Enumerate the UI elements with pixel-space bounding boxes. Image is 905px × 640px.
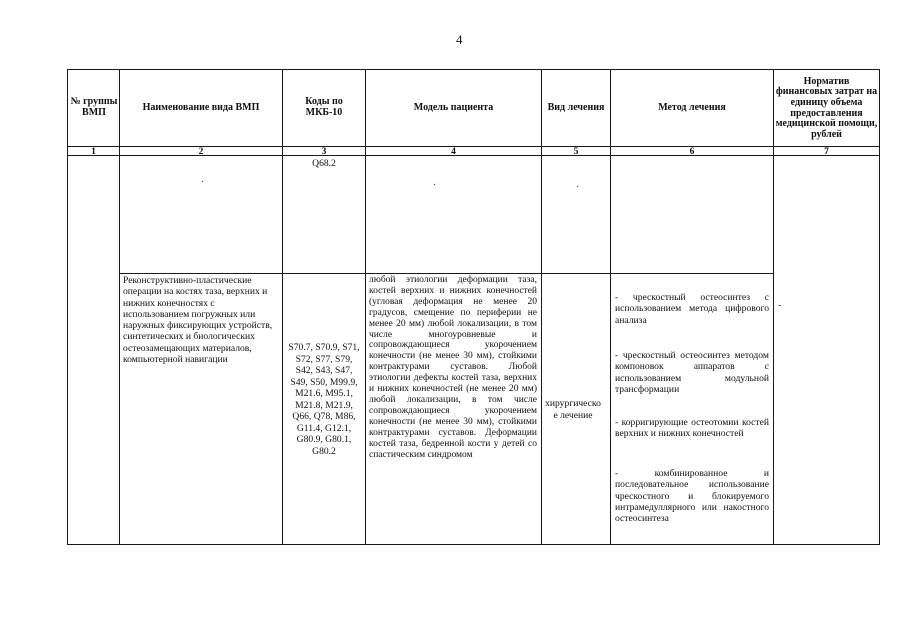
header-vmp-name: Наименование вида ВМП	[142, 101, 260, 113]
column-number-5: 5	[573, 147, 579, 157]
scan-speck: ·	[433, 180, 437, 191]
column-number-3: 3	[321, 147, 327, 157]
column-number-4: 4	[451, 147, 456, 157]
treatment-type-text: хирургическое лечение	[545, 398, 601, 421]
patient-model-text: любой этиологии деформации таза, костей верхних и нижних конечностей (угловая деформация не менее 20 градусов, смещение по периферии не менее 20 мм) любой локализации, в том числе многоуровневые и сопровождающиеся укорочением конечности (не менее 30 мм), стойкими контрактурами суставов. Любой этиологии дефекты костей таза, верхних и нижних конечностей (не менее 20 мм) любой локализации, в том числе сопровождающиеся укорочением конечности (не менее 30 мм), стойкими контрактурами суставов. Деформации костей таза, бедренной кости у детей со спастическим синдромом	[369, 275, 537, 460]
header-treatment-method: Метод лечения	[658, 101, 726, 113]
header-icd-codes: Коды по МКБ-10	[305, 96, 343, 118]
treatment-method-item: - чрескостный остеосинтез с использованием метода цифрового анализа	[615, 292, 769, 326]
header-patient-model: Модель пациента	[413, 101, 494, 113]
column-number-6: 6	[689, 147, 695, 157]
top-row-icd-codes: Q68.2	[312, 158, 336, 169]
vmp-name-text: Реконструктивно-пластические операции на костях таза, верхних и нижних конечностях с использованием погружных или наружных фиксирующих устройств, синтетических и биологических остеозамещающих материалов, компьютерной навигации	[123, 275, 273, 366]
treatment-method-item: - комбинированное и последовательное использование чрескостного и блокируемого интрамедуллярного или накостного остеосинтеза	[615, 468, 769, 525]
treatment-method-item: - чрескостный остеосинтез методом компоновок аппаратов с использованием модульной трансформации	[615, 350, 769, 395]
icd-codes-text: S70.7, S70.9, S71, S72, S77, S79, S42, S43, S47, S49, S50, M99.9, M21.6, M95.1, M21.8, M21.9, Q66, Q78, M86, G11.4, G12.1, G80.9, G80.1, G80.2	[288, 342, 360, 457]
scan-speck: ·	[576, 182, 580, 193]
scan-speck: ·	[201, 177, 205, 188]
column-number-1: 1	[91, 147, 96, 157]
header-group-number: № группы ВМП	[70, 96, 118, 118]
page-number: 4	[456, 32, 463, 47]
column-number-2: 2	[198, 147, 204, 157]
treatment-method-item: - корригирующие остеотомии костей верхних и нижних конечностей	[615, 417, 769, 440]
column-number-7: 7	[824, 147, 829, 157]
header-treatment-type: Вид лечения	[547, 101, 605, 113]
header-cost-standard: Норматив финансовых затрат на единицу объема предоставления медицинской помощи, рублей	[775, 75, 878, 140]
scan-speck: -	[778, 300, 782, 311]
